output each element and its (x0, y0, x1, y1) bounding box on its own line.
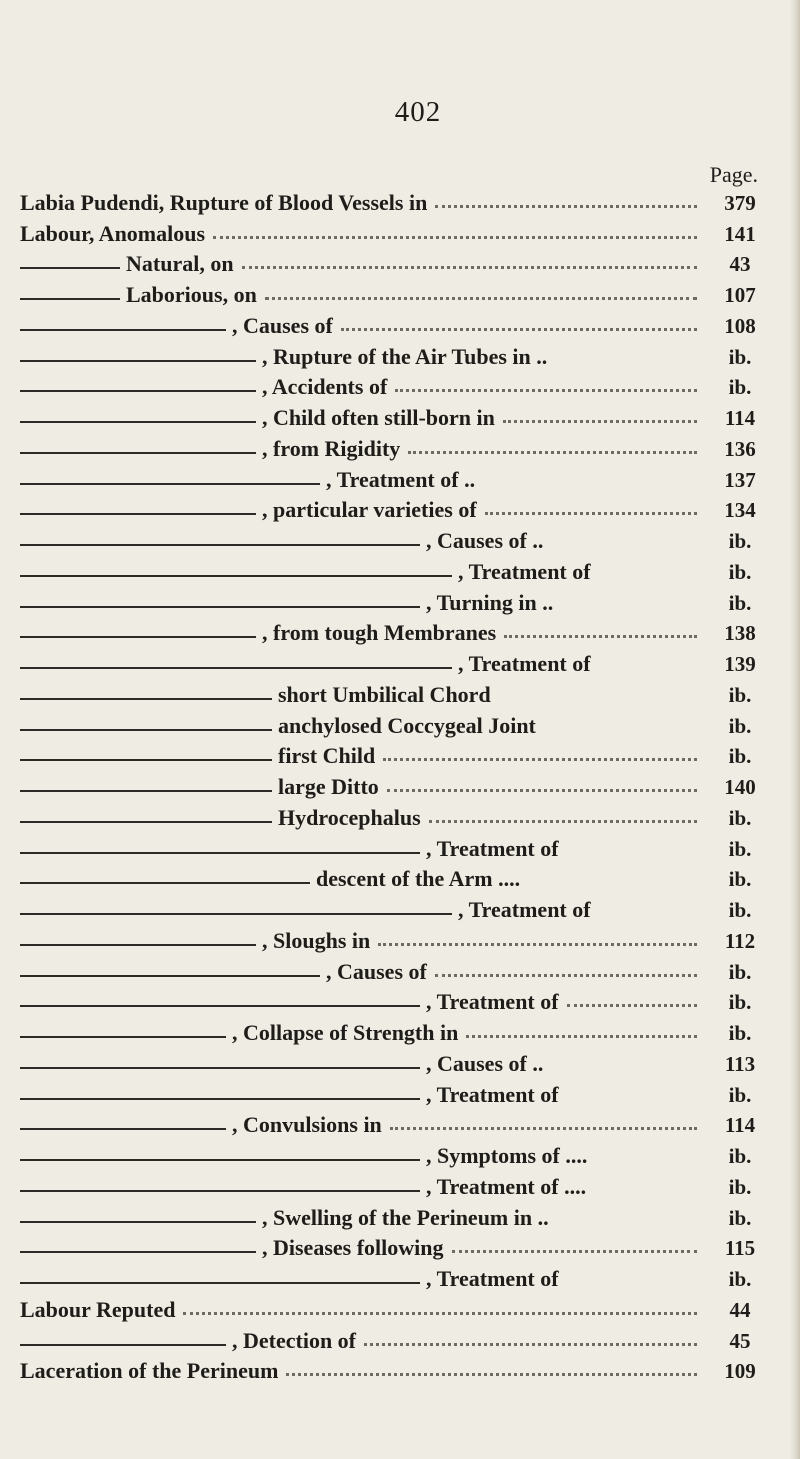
entry-page-number: ib. (728, 1205, 752, 1230)
entry-page-number: 44 (729, 1297, 751, 1322)
ditto-dash (20, 329, 226, 331)
entry-text: , Causes of .. (426, 528, 544, 553)
dot-leader (599, 666, 697, 669)
ditto-dash (20, 575, 452, 577)
entry-page-number: 115 (724, 1236, 756, 1261)
entry-text: , Treatment of .... (426, 1173, 587, 1199)
index-entry (20, 585, 775, 616)
dot-leader (395, 389, 697, 392)
ditto-dash (20, 975, 320, 977)
entry-text: Hydrocephalus (278, 804, 421, 830)
dot-leader (567, 1097, 697, 1100)
entry-page-number: ib. (728, 713, 752, 738)
dot-leader (429, 820, 697, 823)
index-entry (20, 769, 775, 800)
entry-text: , from tough Membranes (262, 620, 497, 646)
entry-text: , Causes of (326, 958, 427, 984)
index-entry (20, 677, 775, 708)
entry-page-number: 107 (724, 283, 756, 307)
ditto-dash (20, 667, 452, 669)
ditto-dash (20, 729, 272, 731)
entry-text: , Treatment of (426, 1266, 559, 1291)
entry-text: , Causes of (232, 312, 333, 338)
entry-text: , Detection of (232, 1327, 357, 1353)
dot-leader (567, 1281, 697, 1284)
ditto-dash (20, 1128, 226, 1130)
ditto-dash (20, 1251, 256, 1253)
index-entry (20, 462, 775, 493)
dot-leader (466, 1035, 697, 1038)
dot-leader (551, 1066, 697, 1069)
dot-leader (504, 635, 697, 638)
entry-text: Natural, on (126, 251, 234, 277)
ditto-dash (20, 606, 420, 608)
dot-leader (341, 328, 697, 331)
entry-page-number: 140 (724, 775, 756, 799)
entry-page-number: ib. (728, 682, 752, 707)
entry-page-number: 137 (724, 467, 756, 492)
dot-leader (561, 605, 697, 608)
entry-page-number: ib. (728, 959, 752, 984)
entry-page-number: 138 (724, 621, 756, 646)
dot-leader (599, 574, 697, 577)
ditto-dash (20, 1190, 420, 1192)
index-entry (20, 739, 775, 770)
entry-page-number: 139 (724, 652, 756, 676)
entry-page-number: 136 (724, 436, 756, 461)
ditto-dash (20, 452, 256, 454)
entry-text: , particular varieties of (262, 497, 477, 523)
entry-page-number: ib. (728, 559, 752, 584)
index-entry (20, 831, 775, 862)
entry-text: anchylosed Coccygeal Joint (278, 712, 536, 738)
entry-page-number: ib. (728, 344, 752, 369)
entry-page-number: ib. (728, 375, 752, 400)
index-entry (20, 1323, 775, 1354)
entry-text: , Child often still-born in (262, 405, 495, 430)
index-entry (20, 1200, 775, 1231)
entry-page-number: 113 (724, 1051, 756, 1076)
index-entry (20, 708, 775, 739)
entry-text: , Turning in .. (426, 589, 554, 615)
ditto-dash (20, 1036, 226, 1038)
ditto-dash (20, 913, 452, 915)
index-entry (20, 954, 775, 985)
index-entry (20, 277, 775, 308)
index-entry (20, 493, 775, 524)
entry-page-number: 109 (724, 1359, 756, 1384)
dot-leader (594, 1189, 697, 1192)
ditto-dash (20, 944, 256, 946)
ditto-dash (20, 513, 256, 515)
index-entry (20, 554, 775, 585)
dot-leader (183, 1312, 697, 1315)
dot-leader (555, 359, 697, 362)
index-entry (20, 892, 775, 923)
entry-page-number: 112 (724, 928, 756, 953)
ditto-dash (20, 636, 256, 638)
ditto-dash (20, 421, 256, 423)
entry-page-number: ib. (728, 1144, 752, 1168)
ditto-dash (20, 544, 420, 546)
index-entry (20, 1046, 775, 1077)
entry-page-number: ib. (728, 898, 752, 922)
ditto-dash (20, 790, 272, 792)
ditto-dash (20, 483, 320, 485)
index-entry (20, 339, 775, 370)
entry-page-number: 43 (729, 252, 751, 277)
dot-leader (551, 543, 697, 546)
index-entry (20, 800, 775, 831)
entry-text: Laceration of the Perineum (20, 1358, 279, 1384)
index-entry (20, 400, 775, 431)
entry-text: , Treatment of .. (326, 466, 476, 492)
ditto-dash (20, 1067, 420, 1069)
index-entry (20, 1015, 775, 1046)
index-entry (20, 1077, 775, 1108)
index-entry (20, 923, 775, 954)
entry-text: , Treatment of (458, 558, 591, 584)
entry-text: first Child (278, 743, 376, 769)
ditto-dash (20, 1344, 226, 1346)
index-entry (20, 985, 775, 1016)
entry-text: , Sloughs in (262, 927, 371, 953)
entry-page-number: 379 (724, 190, 756, 215)
index-entry (20, 1292, 775, 1323)
entry-text: , Collapse of Strength in (232, 1020, 459, 1045)
index-entry (20, 1138, 775, 1169)
entry-page-number: ib. (728, 836, 752, 861)
index-entry (20, 431, 775, 462)
index-entry (20, 862, 775, 893)
entry-page-number: ib. (728, 1082, 752, 1107)
entry-text: , Treatment of (458, 651, 591, 676)
entry-page-number: ib. (728, 590, 752, 615)
entry-page-number: 114 (724, 406, 756, 430)
entry-text: Labour, Anomalous (20, 220, 206, 246)
ditto-dash (20, 1282, 420, 1284)
dot-leader (567, 1004, 697, 1007)
entry-text: , Swelling of the Perineum in .. (262, 1204, 549, 1230)
entry-text: , Treatment of (458, 897, 591, 922)
page-number: 402 (394, 96, 442, 128)
index-entry (20, 616, 775, 647)
index-entry (20, 1261, 775, 1292)
index-entry (20, 1354, 775, 1385)
dot-leader (390, 1127, 697, 1130)
entry-text: , from Rigidity (262, 435, 401, 461)
dot-leader (435, 974, 697, 977)
dot-leader (286, 1373, 697, 1376)
dot-leader (408, 451, 697, 454)
entry-text: short Umbilical Chord (278, 681, 491, 707)
page-column-heading: Page. (709, 162, 758, 187)
entry-page-number: ib. (728, 805, 752, 830)
index-entry (20, 1169, 775, 1200)
entry-text: Labour Reputed (20, 1296, 176, 1322)
ditto-dash (20, 360, 256, 362)
entry-page-number: ib. (728, 744, 752, 769)
ditto-dash (20, 821, 272, 823)
dot-leader (383, 758, 697, 761)
ditto-dash (20, 698, 272, 700)
dot-leader (483, 482, 697, 485)
ditto-dash (20, 390, 256, 392)
dot-leader (364, 1343, 697, 1346)
entry-page-number: 114 (724, 1113, 756, 1138)
ditto-dash (20, 267, 120, 269)
dot-leader (599, 912, 697, 915)
index-entry (20, 308, 775, 339)
entry-page-number: ib. (728, 1174, 752, 1199)
ditto-dash (20, 1221, 256, 1223)
entry-text: Labia Pudendi, Rupture of Blood Vessels in (20, 189, 428, 215)
index-entry (20, 216, 775, 247)
dot-leader (503, 420, 697, 423)
entry-text: , Rupture of the Air Tubes in .. (262, 343, 548, 369)
entry-text: , Convulsions in (232, 1112, 382, 1138)
entry-page-number: ib. (728, 529, 752, 553)
entry-page-number: ib. (728, 867, 752, 892)
index-entries (20, 185, 775, 1384)
dot-leader (387, 789, 697, 792)
entry-text: , Treatment of (426, 989, 559, 1015)
index-entry (20, 185, 775, 216)
entry-text: , Accidents of (262, 374, 388, 400)
index-entry (20, 247, 775, 278)
dot-leader (567, 851, 697, 854)
dot-leader (557, 1220, 697, 1223)
ditto-dash (20, 882, 310, 884)
dot-leader (242, 266, 697, 269)
entry-text: descent of the Arm .... (316, 866, 521, 892)
dot-leader (499, 697, 697, 700)
entry-page-number: 141 (724, 221, 756, 246)
entry-page-number: ib. (728, 1021, 752, 1045)
ditto-dash (20, 1005, 420, 1007)
dot-leader (485, 512, 697, 515)
entry-text: , Symptoms of .... (426, 1143, 588, 1168)
entry-page-number: 134 (724, 498, 756, 523)
index-entry (20, 523, 775, 554)
entry-text: Laborious, on (126, 282, 257, 307)
entry-page-number: 108 (724, 313, 756, 338)
entry-page-number: 45 (729, 1328, 751, 1353)
dot-leader (528, 881, 697, 884)
entry-page-number: ib. (728, 1267, 752, 1291)
ditto-dash (20, 852, 420, 854)
entry-text: , Treatment of (426, 1081, 559, 1107)
dot-leader (595, 1158, 697, 1161)
ditto-dash (20, 759, 272, 761)
dot-leader (213, 236, 697, 239)
entry-text: , Causes of .. (426, 1050, 544, 1076)
dot-leader (378, 943, 697, 946)
ditto-dash (20, 298, 120, 300)
dot-leader (452, 1250, 698, 1253)
index-entry (20, 646, 775, 677)
dot-leader (265, 297, 697, 300)
dot-leader (435, 205, 697, 208)
index-entry (20, 1108, 775, 1139)
index-entry (20, 370, 775, 401)
dot-leader (544, 728, 697, 731)
index-entry (20, 1231, 775, 1262)
entry-text: , Diseases following (262, 1235, 444, 1261)
ditto-dash (20, 1098, 420, 1100)
ditto-dash (20, 1159, 420, 1161)
entry-page-number: ib. (728, 990, 752, 1015)
entry-text: , Treatment of (426, 835, 559, 861)
page-edge (790, 0, 800, 1459)
entry-text: large Ditto (278, 774, 379, 799)
